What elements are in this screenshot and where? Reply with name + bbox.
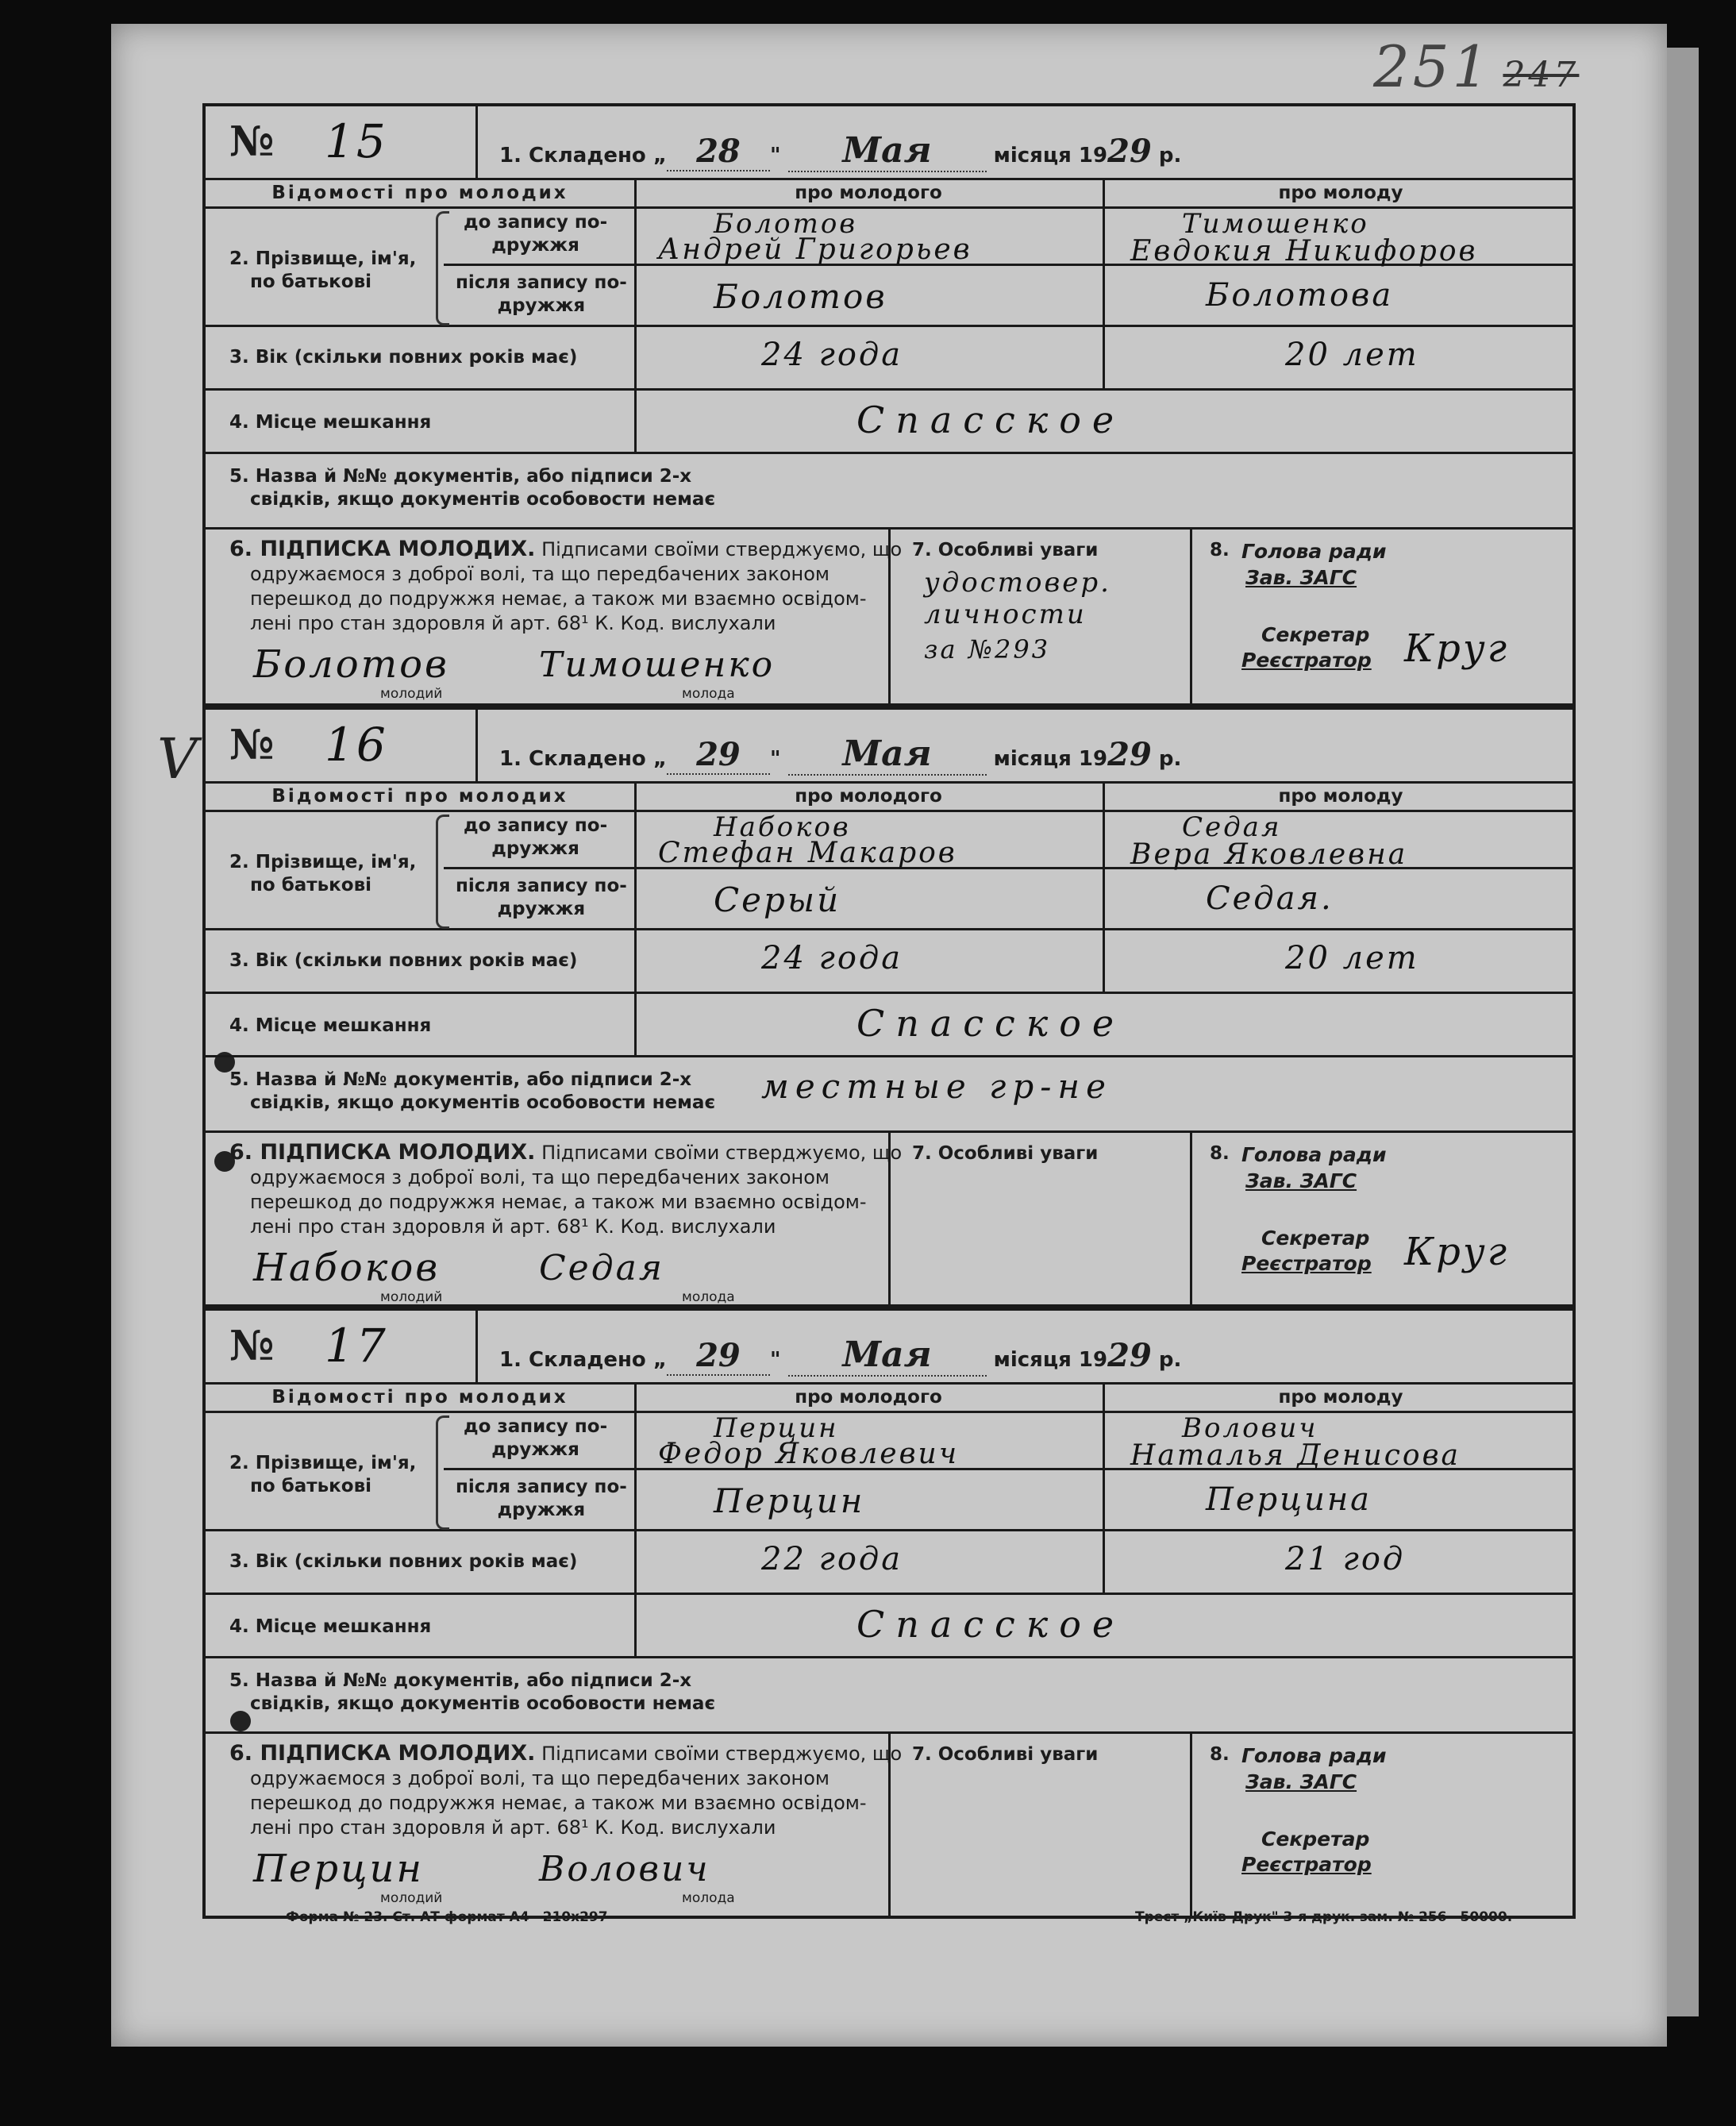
documents-value: местные гр-не bbox=[761, 1067, 1112, 1106]
zags-head-label: Зав. ЗАГС bbox=[1245, 1169, 1357, 1192]
record-number: 17 bbox=[325, 1319, 388, 1373]
archive-number bbox=[1373, 33, 1579, 100]
name-row-label: 2. Прізвище, ім'я, по батькові bbox=[229, 1453, 417, 1496]
secretary-label: Секретар bbox=[1261, 1227, 1370, 1250]
before-marriage-label: до запису по- дружжя bbox=[464, 815, 608, 859]
brace bbox=[436, 1415, 449, 1530]
year-suffix: р. bbox=[1158, 144, 1182, 168]
groom-name-after: Серый bbox=[714, 880, 841, 919]
year-suffix: р. bbox=[1158, 747, 1182, 771]
record-number-cell bbox=[206, 106, 478, 178]
bride-surname-before: Седая bbox=[1182, 811, 1282, 843]
year-suffix: р. bbox=[1158, 1348, 1182, 1372]
remarks-label: 7. Особливі уваги bbox=[912, 540, 1099, 560]
groom-name-before: Андрей Григорьев bbox=[658, 233, 972, 266]
registrar-signature: Круг bbox=[1404, 626, 1509, 671]
bride-name-before: Вера Яковлевна bbox=[1130, 838, 1408, 871]
groom-header: про молодого bbox=[795, 183, 942, 203]
bride-header: про молоду bbox=[1278, 786, 1403, 807]
bride-age: 20 лет bbox=[1285, 337, 1419, 373]
pledge-text: 6. ПІДПИСКА МОЛОДИХ. Підписами своїми стверджуємо, що одружаємося з доброї волі, та що передбачених законом перешкод до подружжя немає, а також ми взаємно освідом- лені про стан здоровля й арт. 68¹ К. Код. вислухали bbox=[229, 1140, 903, 1238]
rule bbox=[634, 781, 637, 1055]
rule bbox=[206, 452, 1572, 454]
bride-signature: Волович bbox=[539, 1849, 710, 1889]
bride-name-before: Евдокия Никифоров bbox=[1130, 235, 1478, 268]
record-month: Мая bbox=[788, 734, 987, 776]
groom-name-before: Стефан Макаров bbox=[658, 837, 957, 869]
residence-label: 4. Місце мешкання bbox=[229, 1616, 432, 1637]
zags-head-label: Зав. ЗАГС bbox=[1245, 1770, 1357, 1793]
year-prefix: 19 bbox=[1078, 144, 1108, 168]
rule bbox=[206, 928, 1572, 930]
registrar-label: Реєстратор bbox=[1241, 1252, 1372, 1275]
groom-signature-label: молодий bbox=[380, 686, 443, 702]
record-month: Мая bbox=[788, 1335, 987, 1377]
head-of-council-label: Голова ради bbox=[1241, 1744, 1387, 1767]
marriage-record bbox=[202, 707, 1576, 1308]
bride-name-before: Наталья Денисова bbox=[1130, 1439, 1461, 1472]
record-date: 1. Складено „ 28 " Мая місяця 1929 р. bbox=[499, 130, 1182, 171]
info-header: Відомості про молодих bbox=[271, 786, 568, 807]
record-grid bbox=[206, 781, 1572, 1304]
record-header bbox=[206, 710, 1572, 784]
margin-check-mark: V bbox=[157, 726, 198, 791]
groom-signature: Набоков bbox=[253, 1246, 441, 1290]
month-word: місяця bbox=[993, 144, 1072, 168]
number-sign: № bbox=[229, 1322, 275, 1370]
record-number-cell bbox=[206, 1311, 478, 1382]
month-word: місяця bbox=[993, 1348, 1072, 1372]
groom-signature: Перцин bbox=[253, 1847, 425, 1891]
record-day: 28 bbox=[667, 133, 770, 171]
bride-signature-label: молода bbox=[682, 1289, 735, 1305]
rule bbox=[1190, 1130, 1192, 1304]
before-marriage-label: до запису по- дружжя bbox=[464, 1416, 608, 1460]
bride-name-after: Седая. bbox=[1206, 880, 1334, 917]
remarks-line-2: личности bbox=[924, 599, 1087, 630]
made-label: 1. Складено bbox=[499, 1348, 646, 1372]
rule bbox=[206, 325, 1572, 327]
residence: Спасское bbox=[856, 1002, 1126, 1045]
remarks-line-3: за №293 bbox=[924, 634, 1051, 664]
remarks-label: 7. Особливі уваги bbox=[912, 1744, 1099, 1765]
record-grid bbox=[206, 178, 1572, 703]
bride-surname-before: Тимошенко bbox=[1182, 208, 1369, 240]
registrar-label: Реєстратор bbox=[1241, 649, 1372, 672]
rule bbox=[206, 1529, 1572, 1531]
groom-name-after: Перцин bbox=[714, 1481, 865, 1520]
officials-number: 8. bbox=[1210, 540, 1230, 560]
groom-header: про молодого bbox=[795, 786, 942, 807]
year-prefix: 19 bbox=[1078, 747, 1108, 771]
month-word: місяця bbox=[993, 747, 1072, 771]
bride-header: про молоду bbox=[1278, 183, 1403, 203]
record-grid bbox=[206, 1382, 1572, 1916]
number-sign: № bbox=[229, 117, 275, 166]
name-row-label: 2. Прізвище, ім'я, по батькові bbox=[229, 852, 417, 895]
bride-header: про молоду bbox=[1278, 1387, 1403, 1408]
groom-signature-label: молодий bbox=[380, 1289, 443, 1305]
record-number: 16 bbox=[325, 718, 388, 772]
year-prefix: 19 bbox=[1078, 1348, 1108, 1372]
record-header bbox=[206, 1311, 1572, 1385]
remarks-label: 7. Особливі уваги bbox=[912, 1143, 1099, 1164]
rule bbox=[206, 1055, 1572, 1057]
rule bbox=[206, 388, 1572, 391]
bride-age: 20 лет bbox=[1285, 940, 1419, 976]
record-year: 29 bbox=[1107, 1337, 1152, 1374]
record-year: 29 bbox=[1107, 736, 1152, 773]
record-year: 29 bbox=[1107, 133, 1152, 170]
rule bbox=[1190, 527, 1192, 703]
bride-age: 21 год bbox=[1285, 1541, 1406, 1577]
bride-signature-label: молода bbox=[682, 686, 735, 702]
bride-surname-before: Волович bbox=[1182, 1412, 1318, 1444]
name-row-label: 2. Прізвище, ім'я, по батькові bbox=[229, 248, 417, 292]
documents-label: 5. Назва й №№ документів, або підписи 2-х свідків, якщо документів особовости немає bbox=[229, 466, 716, 510]
record-date: 1. Складено „ 29 " Мая місяця 1929 р. bbox=[499, 1335, 1182, 1375]
archive-number-old: 247 bbox=[1503, 55, 1580, 95]
record-month: Мая bbox=[788, 130, 987, 172]
rule bbox=[206, 1593, 1572, 1595]
page-edge bbox=[1667, 48, 1699, 2016]
groom-signature-label: молодий bbox=[380, 1890, 443, 1906]
residence: Спасское bbox=[856, 399, 1126, 441]
groom-signature: Болотов bbox=[253, 642, 449, 687]
pledge-text: 6. ПІДПИСКА МОЛОДИХ. Підписами своїми стверджуємо, що одружаємося з доброї волі, та що передбачених законом перешкод до подружжя немає, а також ми взаємно освідом- лені про стан здоровля й арт. 68¹ К. Код. вислухали bbox=[229, 537, 903, 634]
before-marriage-label: до запису по- дружжя bbox=[464, 212, 608, 256]
groom-surname-before: Болотов bbox=[714, 208, 858, 240]
rule bbox=[206, 1656, 1572, 1658]
age-label: 3. Вік (скільки повних років має) bbox=[229, 950, 578, 971]
rule bbox=[1103, 781, 1105, 992]
registrar-signature: Круг bbox=[1404, 1230, 1509, 1274]
groom-name-before: Федор Яковлевич bbox=[658, 1438, 960, 1470]
documents-label: 5. Назва й №№ документів, або підписи 2-х свідків, якщо документів особовости немає bbox=[229, 1069, 716, 1113]
groom-header: про молодого bbox=[795, 1387, 942, 1408]
record-day: 29 bbox=[667, 1337, 770, 1376]
rule bbox=[206, 992, 1572, 994]
officials-number: 8. bbox=[1210, 1143, 1230, 1164]
marriage-record bbox=[202, 1308, 1576, 1919]
remarks-line-1: удостовер. bbox=[924, 567, 1111, 599]
rule bbox=[206, 810, 1572, 812]
head-of-council-label: Голова ради bbox=[1241, 1143, 1387, 1166]
record-number: 15 bbox=[325, 114, 388, 168]
age-label: 3. Вік (скільки повних років має) bbox=[229, 347, 578, 368]
groom-age: 22 года bbox=[761, 1541, 903, 1577]
number-sign: № bbox=[229, 721, 275, 769]
documents-label: 5. Назва й №№ документів, або підписи 2-х свідків, якщо документів особовости немає bbox=[229, 1670, 716, 1714]
info-header: Відомості про молодих bbox=[271, 183, 568, 203]
marriage-record bbox=[202, 103, 1576, 707]
residence-label: 4. Місце мешкання bbox=[229, 412, 432, 433]
bride-name-after: Перцина bbox=[1206, 1481, 1372, 1518]
residence-label: 4. Місце мешкання bbox=[229, 1015, 432, 1036]
groom-age: 24 года bbox=[761, 940, 903, 976]
secretary-label: Секретар bbox=[1261, 1828, 1370, 1851]
officials-number: 8. bbox=[1210, 1744, 1230, 1765]
brace bbox=[436, 815, 449, 929]
groom-age: 24 года bbox=[761, 337, 903, 373]
head-of-council-label: Голова ради bbox=[1241, 540, 1387, 563]
archive-number-current: 251 bbox=[1373, 33, 1492, 100]
bride-signature: Седая bbox=[539, 1248, 664, 1288]
pledge-text: 6. ПІДПИСКА МОЛОДИХ. Підписами своїми стверджуємо, що одружаємося з доброї волі, та що передбачених законом перешкод до подружжя немає, а також ми взаємно освідом- лені про стан здоровля й арт. 68¹ К. Код. вислухали bbox=[229, 1741, 903, 1839]
groom-name-after: Болотов bbox=[714, 277, 887, 316]
groom-surname-before: Перцин bbox=[714, 1412, 839, 1444]
brace bbox=[436, 211, 449, 325]
form-footer-left: Форма № 23. Ст. АТ формат А4—210х297 bbox=[286, 1909, 608, 1925]
age-label: 3. Вік (скільки повних років має) bbox=[229, 1551, 578, 1572]
residence: Спасское bbox=[856, 1603, 1126, 1646]
after-marriage-label: після запису по- дружжя bbox=[456, 272, 627, 316]
record-day: 29 bbox=[667, 736, 770, 775]
made-label: 1. Складено bbox=[499, 144, 646, 168]
groom-surname-before: Набоков bbox=[714, 811, 851, 843]
info-header: Відомості про молодих bbox=[271, 1387, 568, 1408]
rule bbox=[1103, 1382, 1105, 1593]
registrar-label: Реєстратор bbox=[1241, 1853, 1372, 1876]
after-marriage-label: після запису по- дружжя bbox=[456, 1477, 627, 1520]
rule bbox=[1103, 178, 1105, 388]
record-date: 1. Складено „ 29 " Мая місяця 1929 р. bbox=[499, 734, 1182, 774]
zags-head-label: Зав. ЗАГС bbox=[1245, 566, 1357, 589]
form-footer-right: Трест „Київ-Друк" 3-я друк. зам. № 256—50000. bbox=[1135, 1909, 1513, 1925]
made-label: 1. Складено bbox=[499, 747, 646, 771]
rule bbox=[206, 1411, 1572, 1413]
secretary-label: Секретар bbox=[1261, 623, 1370, 646]
rule bbox=[634, 1382, 637, 1656]
rule bbox=[634, 178, 637, 452]
record-number-cell bbox=[206, 710, 478, 781]
after-marriage-label: після запису по- дружжя bbox=[456, 876, 627, 919]
rule bbox=[1190, 1731, 1192, 1916]
bride-signature: Тимошенко bbox=[539, 645, 776, 685]
record-header bbox=[206, 106, 1572, 180]
bride-signature-label: молода bbox=[682, 1890, 735, 1906]
bride-name-after: Болотова bbox=[1206, 277, 1394, 314]
